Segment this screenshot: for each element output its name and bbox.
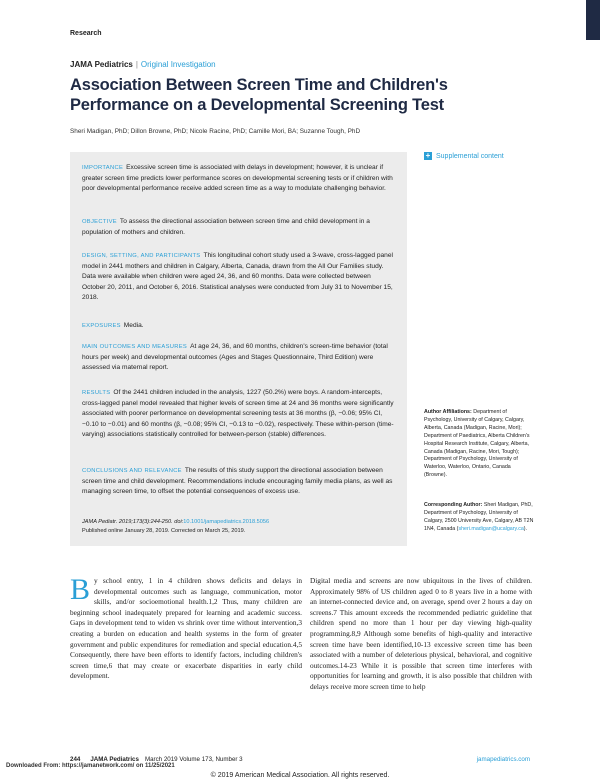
objective-label: OBJECTIVE bbox=[82, 219, 117, 225]
page-footer bbox=[70, 756, 530, 763]
citation-prefix: JAMA Pediatr. 2019;173(3):244-250. doi: bbox=[82, 519, 184, 525]
abstract-objective bbox=[82, 217, 394, 238]
design-label: DESIGN, SETTING, AND PARTICIPANTS bbox=[82, 253, 201, 259]
abstract-design bbox=[82, 251, 394, 304]
footer-journal: JAMA Pediatrics bbox=[90, 756, 139, 763]
article-title: Association Between Screen Time and Children's Performance on a Developmental Screening Test bbox=[70, 76, 448, 114]
affiliations-text: Department of Psychology, University of Calgary, Calgary, Alberta, Canada (Madigan, Racine, Mori); Department of Paediatrics, Alberta Children's Hospital Research Institute, Calgary, Alberta, Canada (Madigan, Racine, Mori, Tough); Department of Psychology, University of Waterloo, Waterloo, Ontario, Canada (Browne). bbox=[424, 409, 530, 479]
citation bbox=[82, 518, 394, 527]
abstract-exposures bbox=[82, 321, 394, 332]
doi-link[interactable]: 10.1001/jamapediatrics.2018.5056 bbox=[183, 519, 270, 525]
outcomes-text: At age 24, 36, and 60 months, children's screen-time behavior (total hours per week) and developmental outcomes (Ages and Stages Questionnaire, Third Edition) were assessed via maternal report. bbox=[82, 343, 388, 372]
body-column-1 bbox=[70, 573, 302, 682]
corresponding-text: Sheri Madigan, PhD, Department of Psychology, University of Calgary, 2500 University Ave, Calgary, AB T2N 1N4, Canada ( bbox=[424, 502, 534, 532]
article-type: Original Investigation bbox=[140, 60, 216, 69]
supplemental-content-link[interactable] bbox=[424, 152, 504, 160]
results-label: RESULTS bbox=[82, 390, 111, 396]
corresponding-author bbox=[424, 502, 534, 534]
abstract-box bbox=[70, 152, 407, 546]
exposures-label: EXPOSURES bbox=[82, 323, 121, 329]
objective-text: To assess the directional association between screen time and child development in a population of mothers and children. bbox=[82, 218, 370, 236]
body-column-1-text: y school entry, 1 in 4 children shows deficits and delays in developmental outcomes such as language, communication, motor skills, and/or socioemotional health.1,2 Thus, many children are beginning school inadequately prepared for learning and academic success. Gaps in development tend to widen vs shrink over time without intervention,3 creating a burden on education and health systems in the form of greater government and public expenditures for remediation and special education.4,5 Consequently, there have been efforts to identify factors, including children's screen time,6 that may create or exacerbate disparities in early child development. bbox=[70, 576, 302, 681]
header-separator: | bbox=[135, 60, 138, 69]
journal-website-link[interactable]: jamapediatrics.com bbox=[476, 756, 530, 763]
design-text: This longitudinal cohort study used a 3-wave, cross-lagged panel model in 2441 mothers and children in Calgary, Alberta, Canada, drawn from the All Our Families study. Data were available when children were aged 24, 36, and 60 months. Data were collected between October 20, 2011, and October 6, 2016. Statistical analyses were conducted from July 31 to November 15, 2018. bbox=[82, 252, 393, 302]
conclusions-label: CONCLUSIONS AND RELEVANCE bbox=[82, 468, 182, 474]
page-number: 244 bbox=[70, 756, 81, 763]
affiliations-label: Author Affiliations: bbox=[424, 409, 472, 415]
journal-header bbox=[70, 60, 216, 69]
outcomes-label: MAIN OUTCOMES AND MEASURES bbox=[82, 344, 188, 350]
download-notice: Downloaded From: https://jamanetwork.com/ on 11/25/2021 bbox=[6, 763, 175, 769]
publication-dates: Published online January 28, 2019. Corrected on March 25, 2019. bbox=[82, 528, 246, 534]
abstract-importance bbox=[82, 163, 394, 195]
footer-issue: March 2019 Volume 173, Number 3 bbox=[144, 756, 243, 763]
abstract-outcomes bbox=[82, 342, 394, 374]
section-label: Research bbox=[70, 30, 102, 37]
drop-cap: B bbox=[70, 573, 91, 606]
copyright-notice: © 2019 American Medical Association. All rights reserved. bbox=[210, 772, 390, 779]
importance-text: Excessive screen time is associated with delays in development; however, it is unclear if greater screen time predicts lower performance scores on developmental screening tests or if children with poor developmental performance receive added screen time as a way to modulate challenging behavior. bbox=[82, 164, 393, 193]
body-column-2 bbox=[310, 576, 532, 693]
abstract-results bbox=[82, 388, 394, 441]
corner-color-bar bbox=[586, 0, 600, 40]
exposures-text: Media. bbox=[123, 322, 144, 329]
conclusions-text: The results of this study support the directional association between screen time and child development. Recommendations include encouraging family media plans, as well as managing screen time, to offset the potential consequences of excess use. bbox=[82, 467, 393, 496]
corresponding-end: ). bbox=[523, 525, 528, 532]
importance-label: IMPORTANCE bbox=[82, 165, 124, 171]
author-affiliations bbox=[424, 409, 534, 480]
supplemental-label: Supplemental content bbox=[436, 152, 504, 160]
body-column-2-text: Digital media and screens are now ubiquitous in the lives of children. Approximately 98% of US children aged 0 to 8 years live in a home with an internet-connected device and, on average, spend over 2 hours a day on screens.7 This amount exceeds the recommended pediatric guideline that children spend no more than 1 hour per day viewing high-quality programming.8,9 Although some benefits of high-quality and interactive screen time have been identified,10-13 excessive screen time has been associated with a number of deleterious physical, behavioral, and cognitive outcomes.14-23 While it is possible that screen time interferes with opportunities for learning and growth, it is also possible that children with delays receive more screen time to help bbox=[310, 576, 532, 691]
results-text: Of the 2441 children included in the analysis, 1227 (50.2%) were boys. A random-intercepts, cross-lagged panel model revealed that higher levels of screen time at 24 and 36 months were significantly associated with poorer performance on developmental screening tests at 36 months (β, −0.06; 95% CI, −0.10 to −0.01) and 60 months (β, −0.08; 95% CI, −0.13 to −0.02), respectively. These within-person (time-varying) associations statistically controlled for between-person (stable) differences. bbox=[82, 389, 394, 439]
plus-icon: + bbox=[425, 151, 431, 160]
author-list: Sheri Madigan, PhD; Dillon Browne, PhD; Nicole Racine, PhD; Camille Mori, BA; Suzanne Tough, PhD bbox=[70, 128, 361, 135]
email-link[interactable]: sheri.madigan@ucalgary.ca bbox=[458, 525, 524, 532]
corresponding-label: Corresponding Author: bbox=[424, 502, 483, 508]
journal-name: JAMA Pediatrics bbox=[70, 60, 133, 69]
abstract-conclusions bbox=[82, 466, 394, 498]
